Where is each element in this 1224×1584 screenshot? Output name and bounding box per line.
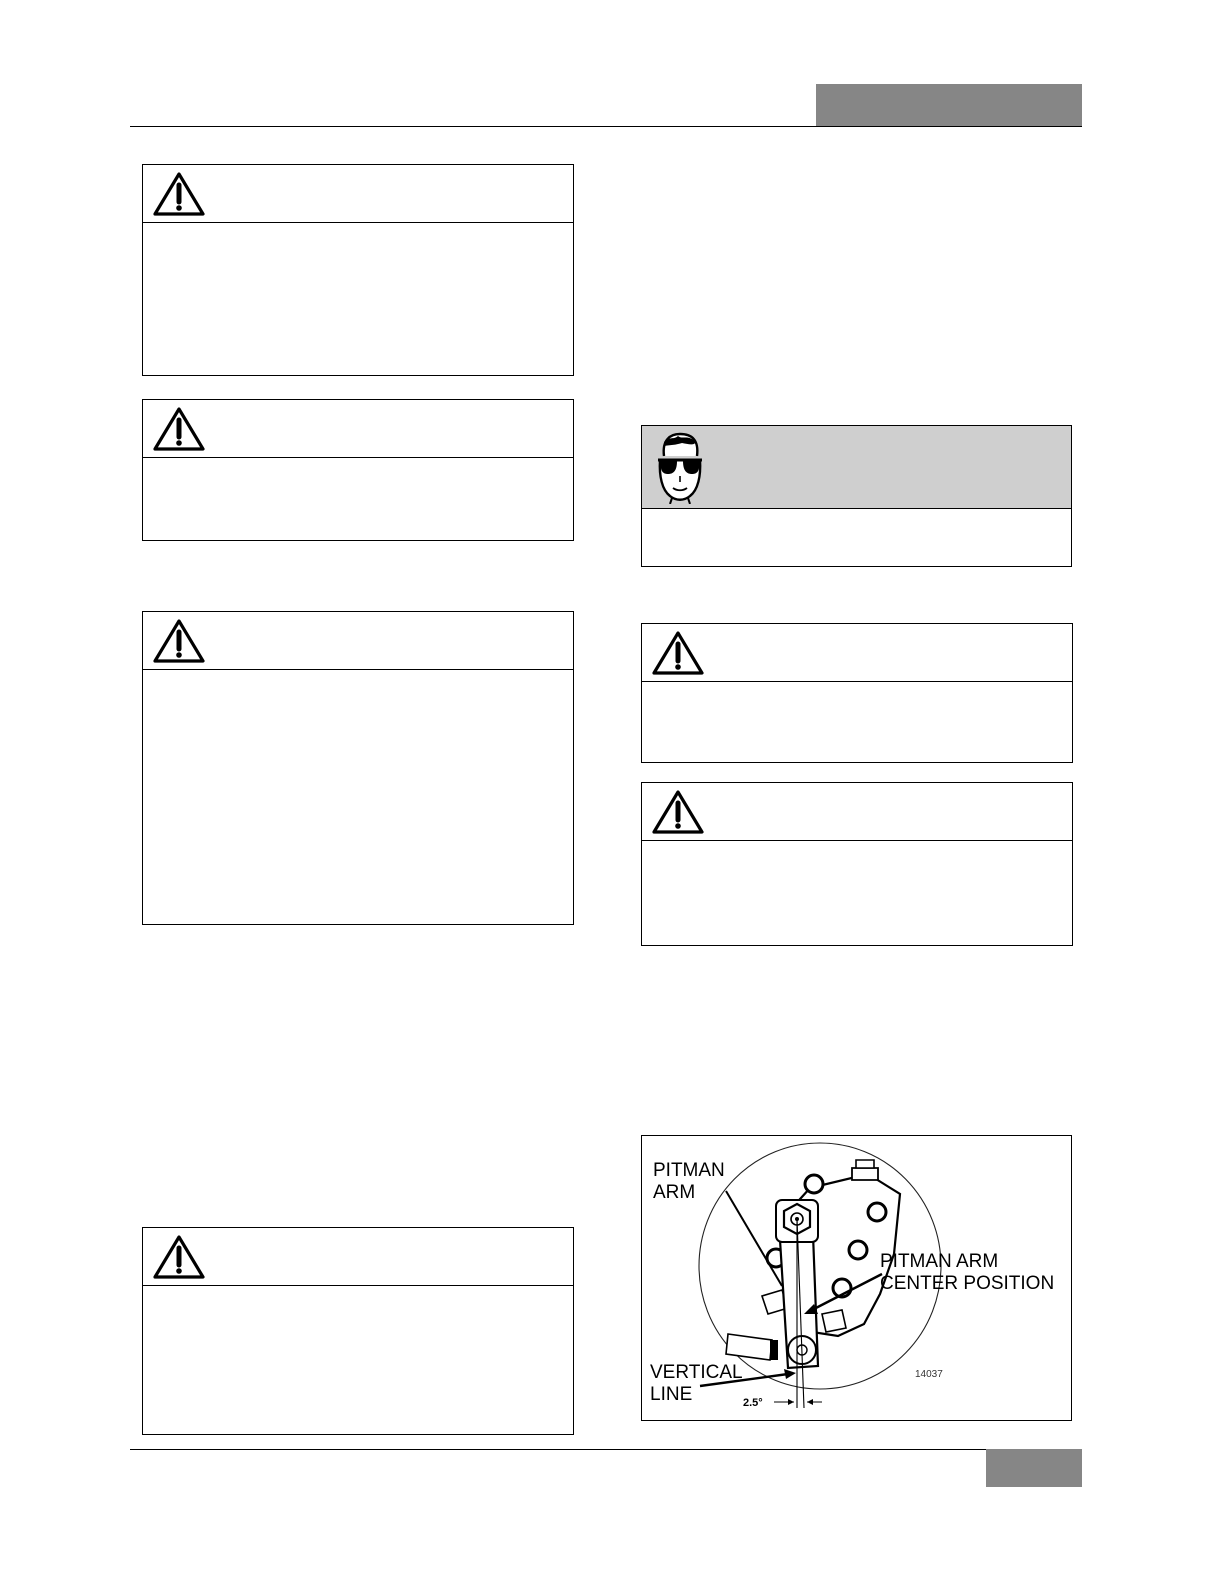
label-angle: 2.5°	[743, 1397, 763, 1409]
warning-triangle-icon	[652, 789, 704, 835]
eye-protection-header	[642, 426, 1071, 509]
warning-triangle-icon	[652, 630, 704, 676]
footer-tab	[986, 1449, 1082, 1487]
pitman-arm-drawing	[642, 1136, 1073, 1422]
bolt-icon	[849, 1241, 867, 1259]
label-arm: ARM	[653, 1182, 696, 1203]
bolt-icon	[868, 1203, 886, 1221]
warning-box-header	[143, 165, 573, 223]
warning-box-1	[142, 164, 574, 376]
figure-reference-number: 14037	[915, 1369, 943, 1380]
warning-triangle-icon	[153, 406, 205, 452]
bolt-icon	[805, 1175, 823, 1193]
label-vertical: VERTICAL	[650, 1362, 743, 1383]
warning-box-3	[142, 611, 574, 925]
label-line: LINE	[650, 1384, 693, 1405]
label-center-position-1: PITMAN ARM	[880, 1251, 999, 1272]
warning-box-header	[143, 612, 573, 670]
pitman-arm-leader	[726, 1191, 782, 1286]
warning-triangle-icon	[153, 618, 205, 664]
warning-box-5	[641, 623, 1073, 763]
warning-box-header	[143, 1228, 573, 1286]
header-tab	[816, 84, 1082, 126]
label-center-position-2: CENTER POSITION	[880, 1273, 1055, 1294]
header-rule	[130, 126, 1082, 127]
safety-glasses-face-icon	[652, 430, 708, 504]
warning-box-header	[642, 624, 1072, 682]
warning-box-4	[142, 1227, 574, 1435]
warning-triangle-icon	[153, 1234, 205, 1280]
warning-box-2	[142, 399, 574, 541]
warning-box-6	[641, 782, 1073, 946]
warning-box-header	[642, 783, 1072, 841]
warning-box-header	[143, 400, 573, 458]
footer-rule	[130, 1449, 1082, 1450]
adjuster-nut	[852, 1168, 878, 1180]
eye-protection-box	[641, 425, 1072, 567]
label-pitman: PITMAN	[653, 1160, 725, 1181]
pitman-arm-figure	[641, 1135, 1072, 1421]
warning-triangle-icon	[153, 171, 205, 217]
